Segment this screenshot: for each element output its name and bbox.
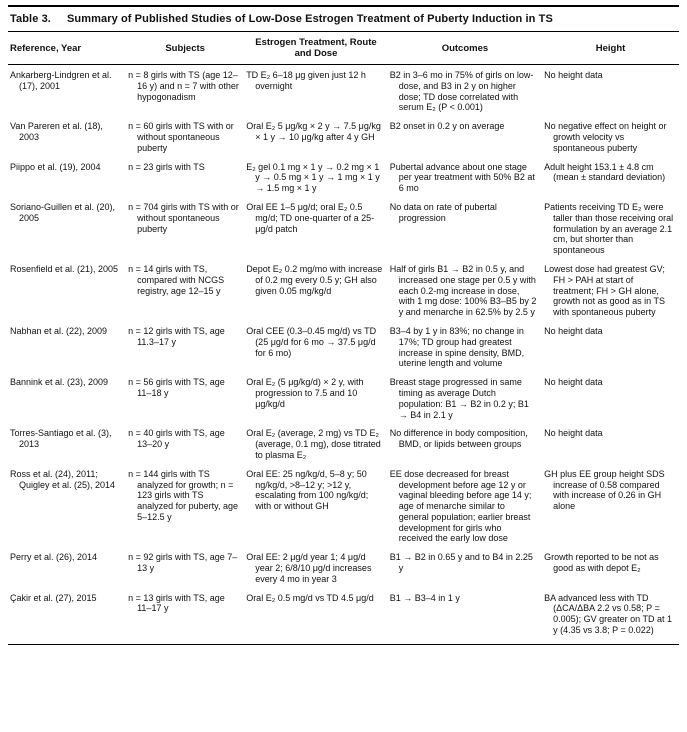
cell-height: BA advanced less with TD (ΔCA/ΔBA 2.2 vs 0.58; P = 0.005); GV greater on TD at 1 y (4.35 vs 3.8; P = 0.022) xyxy=(544,592,673,636)
cell-subjects: n = 12 girls with TS, age 11.3–17 y xyxy=(128,325,225,347)
studies-table-block xyxy=(8,5,679,645)
cell-outcomes: B2 onset in 0.2 y on average xyxy=(389,121,505,132)
table-number: Table 3. xyxy=(10,13,51,25)
cell-treatment: Depot E₂ 0.2 mg/mo with increase of 0.2 mg every 0.5 y; GH also given 0.05 mg/kg/d xyxy=(246,263,383,296)
table-row xyxy=(8,259,679,321)
cell-height: No height data xyxy=(544,428,603,439)
cell-treatment: Oral E₂ (5 μg/kg/d) × 2 y, with progression to 7.5 and 10 μg/kg/d xyxy=(246,377,364,409)
cell-treatment: TD E₂ 6–18 μg given just 12 h overnight xyxy=(246,70,366,91)
cell-outcomes: B1 → B2 in 0.65 y and to B4 in 2.25 y xyxy=(389,552,533,574)
cell-reference: Rosenfield et al. (21), 2005 xyxy=(10,263,119,274)
cell-height: GH plus EE group height SDS increase of 0.58 compared with increase of 0.26 in GH alone xyxy=(544,468,665,512)
col-header-outcomes: Outcomes xyxy=(388,32,542,65)
cell-height: No negative effect on height or growth velocity vs spontaneous puberty xyxy=(544,121,667,153)
table-title xyxy=(8,7,679,32)
cell-treatment: Oral E₂ 0.5 mg/d vs TD 4.5 μg/d xyxy=(246,592,374,603)
table-row xyxy=(8,464,679,548)
cell-height: Growth reported to be not as good as with depot E₂ xyxy=(544,552,659,574)
cell-treatment: E₂ gel 0.1 mg × 1 y → 0.2 mg × 1 y → 0.5 mg × 1 y → 1 mg × 1 y → 1.5 mg × 1 y xyxy=(246,161,380,194)
cell-subjects: n = 14 girls with TS, compared with NCGS registry, age 12–15 y xyxy=(128,263,225,296)
cell-height: No height data xyxy=(544,377,603,388)
table-title-text: Summary of Published Studies of Low-Dose Estrogen Treatment of Puberty Induction in TS xyxy=(66,13,553,25)
cell-reference: Torres-Santiago et al. (3), 2013 xyxy=(10,428,112,450)
cell-reference: Bannink et al. (23), 2009 xyxy=(10,377,109,388)
cell-reference: Ankarberg-Lindgren et al. (17), 2001 xyxy=(10,70,112,91)
studies-table xyxy=(8,32,679,644)
cell-subjects: n = 56 girls with TS, age 11–18 y xyxy=(128,377,225,398)
header-row xyxy=(8,32,679,65)
cell-outcomes: Pubertal advance about one stage per year treatment with 50% B2 at 6 mo xyxy=(389,161,535,194)
cell-reference: Piippo et al. (19), 2004 xyxy=(10,161,101,172)
cell-subjects: n = 8 girls with TS (age 12–16 y) and n = 7 with other hypogonadism xyxy=(128,70,239,102)
cell-subjects: n = 704 girls with TS with or without spontaneous puberty xyxy=(128,201,239,234)
table-row xyxy=(8,321,679,372)
table-row xyxy=(8,423,679,463)
cell-height: Patients receiving TD E₂ were taller than those receiving oral formulation by an average 2.1 cm, but shorter than spontaneous xyxy=(544,201,674,256)
table-row xyxy=(8,157,679,197)
col-header-height: Height xyxy=(542,32,679,65)
cell-treatment: Oral E₂ 5 μg/kg × 2 y → 7.5 μg/kg × 1 y → 10 μg/kg after 4 y GH xyxy=(246,121,381,142)
cell-outcomes: No data on rate of pubertal progression xyxy=(389,201,497,223)
col-header-subjects: Subjects xyxy=(126,32,244,65)
cell-height: Adult height 153.1 ± 4.8 cm (mean ± standard deviation) xyxy=(544,161,666,183)
cell-treatment: Oral CEE (0.3–0.45 mg/d) vs TD (25 μg/d for 6 mo → 37.5 μg/d for 6 mo) xyxy=(246,325,377,358)
cell-reference: Ross et al. (24), 2011; Quigley et al. (25), 2014 xyxy=(10,468,116,490)
cell-outcomes: B2 in 3–6 mo in 75% of girls on low-dose, and B3 in 2 y on higher dose; TD dose correlated with serum E₂ (P < 0.001) xyxy=(389,70,534,113)
cell-subjects: n = 23 girls with TS xyxy=(128,161,205,172)
cell-reference: Perry et al. (26), 2014 xyxy=(10,552,98,563)
table-row xyxy=(8,588,679,644)
table-row xyxy=(8,547,679,587)
cell-outcomes: B1 → B3–4 in 1 y xyxy=(389,592,460,603)
cell-reference: Nabhan et al. (22), 2009 xyxy=(10,325,108,336)
cell-height: No height data xyxy=(544,325,603,336)
cell-subjects: n = 92 girls with TS, age 7–13 y xyxy=(128,552,238,574)
table-row xyxy=(8,372,679,423)
cell-outcomes: Breast stage progressed in same timing as average Dutch population: B1 → B2 in 0.2 y; B1 → B4 in 2.1 y xyxy=(389,377,529,420)
cell-outcomes: B3–4 by 1 y in 83%; no change in 17%; TD group had greatest increase in spine density, BMD, uterine length and volume xyxy=(389,325,525,369)
cell-subjects: n = 40 girls with TS, age 13–20 y xyxy=(128,428,225,450)
table-row xyxy=(8,65,679,117)
cell-height: Lowest dose had greatest GV; FH > PAH at start of treatment; FH > GH alone, growth not as good as in TS with spontaneous puberty xyxy=(544,263,666,318)
cell-outcomes: No difference in body composition, BMD, or lipids between groups xyxy=(389,428,528,450)
cell-subjects: n = 60 girls with TS with or without spontaneous puberty xyxy=(128,121,234,153)
table-row xyxy=(8,197,679,259)
col-header-reference: Reference, Year xyxy=(8,32,126,65)
cell-reference: Çakir et al. (27), 2015 xyxy=(10,592,97,603)
cell-treatment: Oral EE: 2 μg/d year 1; 4 μg/d year 2; 6/8/10 μg/d increases every 4 mo in year 3 xyxy=(246,552,372,584)
cell-reference: Van Pareren et al. (18), 2003 xyxy=(10,121,103,142)
cell-subjects: n = 13 girls with TS, age 11–17 y xyxy=(128,592,225,614)
cell-outcomes: EE dose decreased for breast development before age 12 y or vaginal bleeding before age 14 y; age of menarche similar to general population; earlier breast development for girls who received the early low dose xyxy=(389,468,532,544)
cell-reference: Soriano-Guillen et al. (20), 2005 xyxy=(10,201,116,223)
cell-treatment: Oral EE 1–5 μg/d; oral E₂ 0.5 mg/d; TD one-quarter of a 25-μg/d patch xyxy=(246,201,375,234)
cell-treatment: Oral EE: 25 ng/kg/d, 5–8 y; 50 ng/kg/d, >8–12 y; >12 y, escalating from 100 ng/kg/d; with or without GH xyxy=(246,468,369,512)
cell-outcomes: Half of girls B1 → B2 in 0.5 y, and increased one stage per 0.5 y with each 0.2-mg increase in dose, with 1 mg dose: 100% B3–B5 by 2 y and menarche in 62.5% by 2.5 y xyxy=(389,263,537,318)
table-row xyxy=(8,116,679,156)
cell-treatment: Oral E₂ (average, 2 mg) vs TD E₂ (average, 0.1 mg), dose titrated to plasma E₂ xyxy=(246,428,381,460)
table-body xyxy=(8,65,679,644)
cell-subjects: n = 144 girls with TS analyzed for growth; n = 123 girls with TS analyzed for puberty, age 5–12.5 y xyxy=(128,468,238,522)
cell-height: No height data xyxy=(544,70,603,80)
col-header-treatment: Estrogen Treatment, Route and Dose xyxy=(244,32,388,65)
